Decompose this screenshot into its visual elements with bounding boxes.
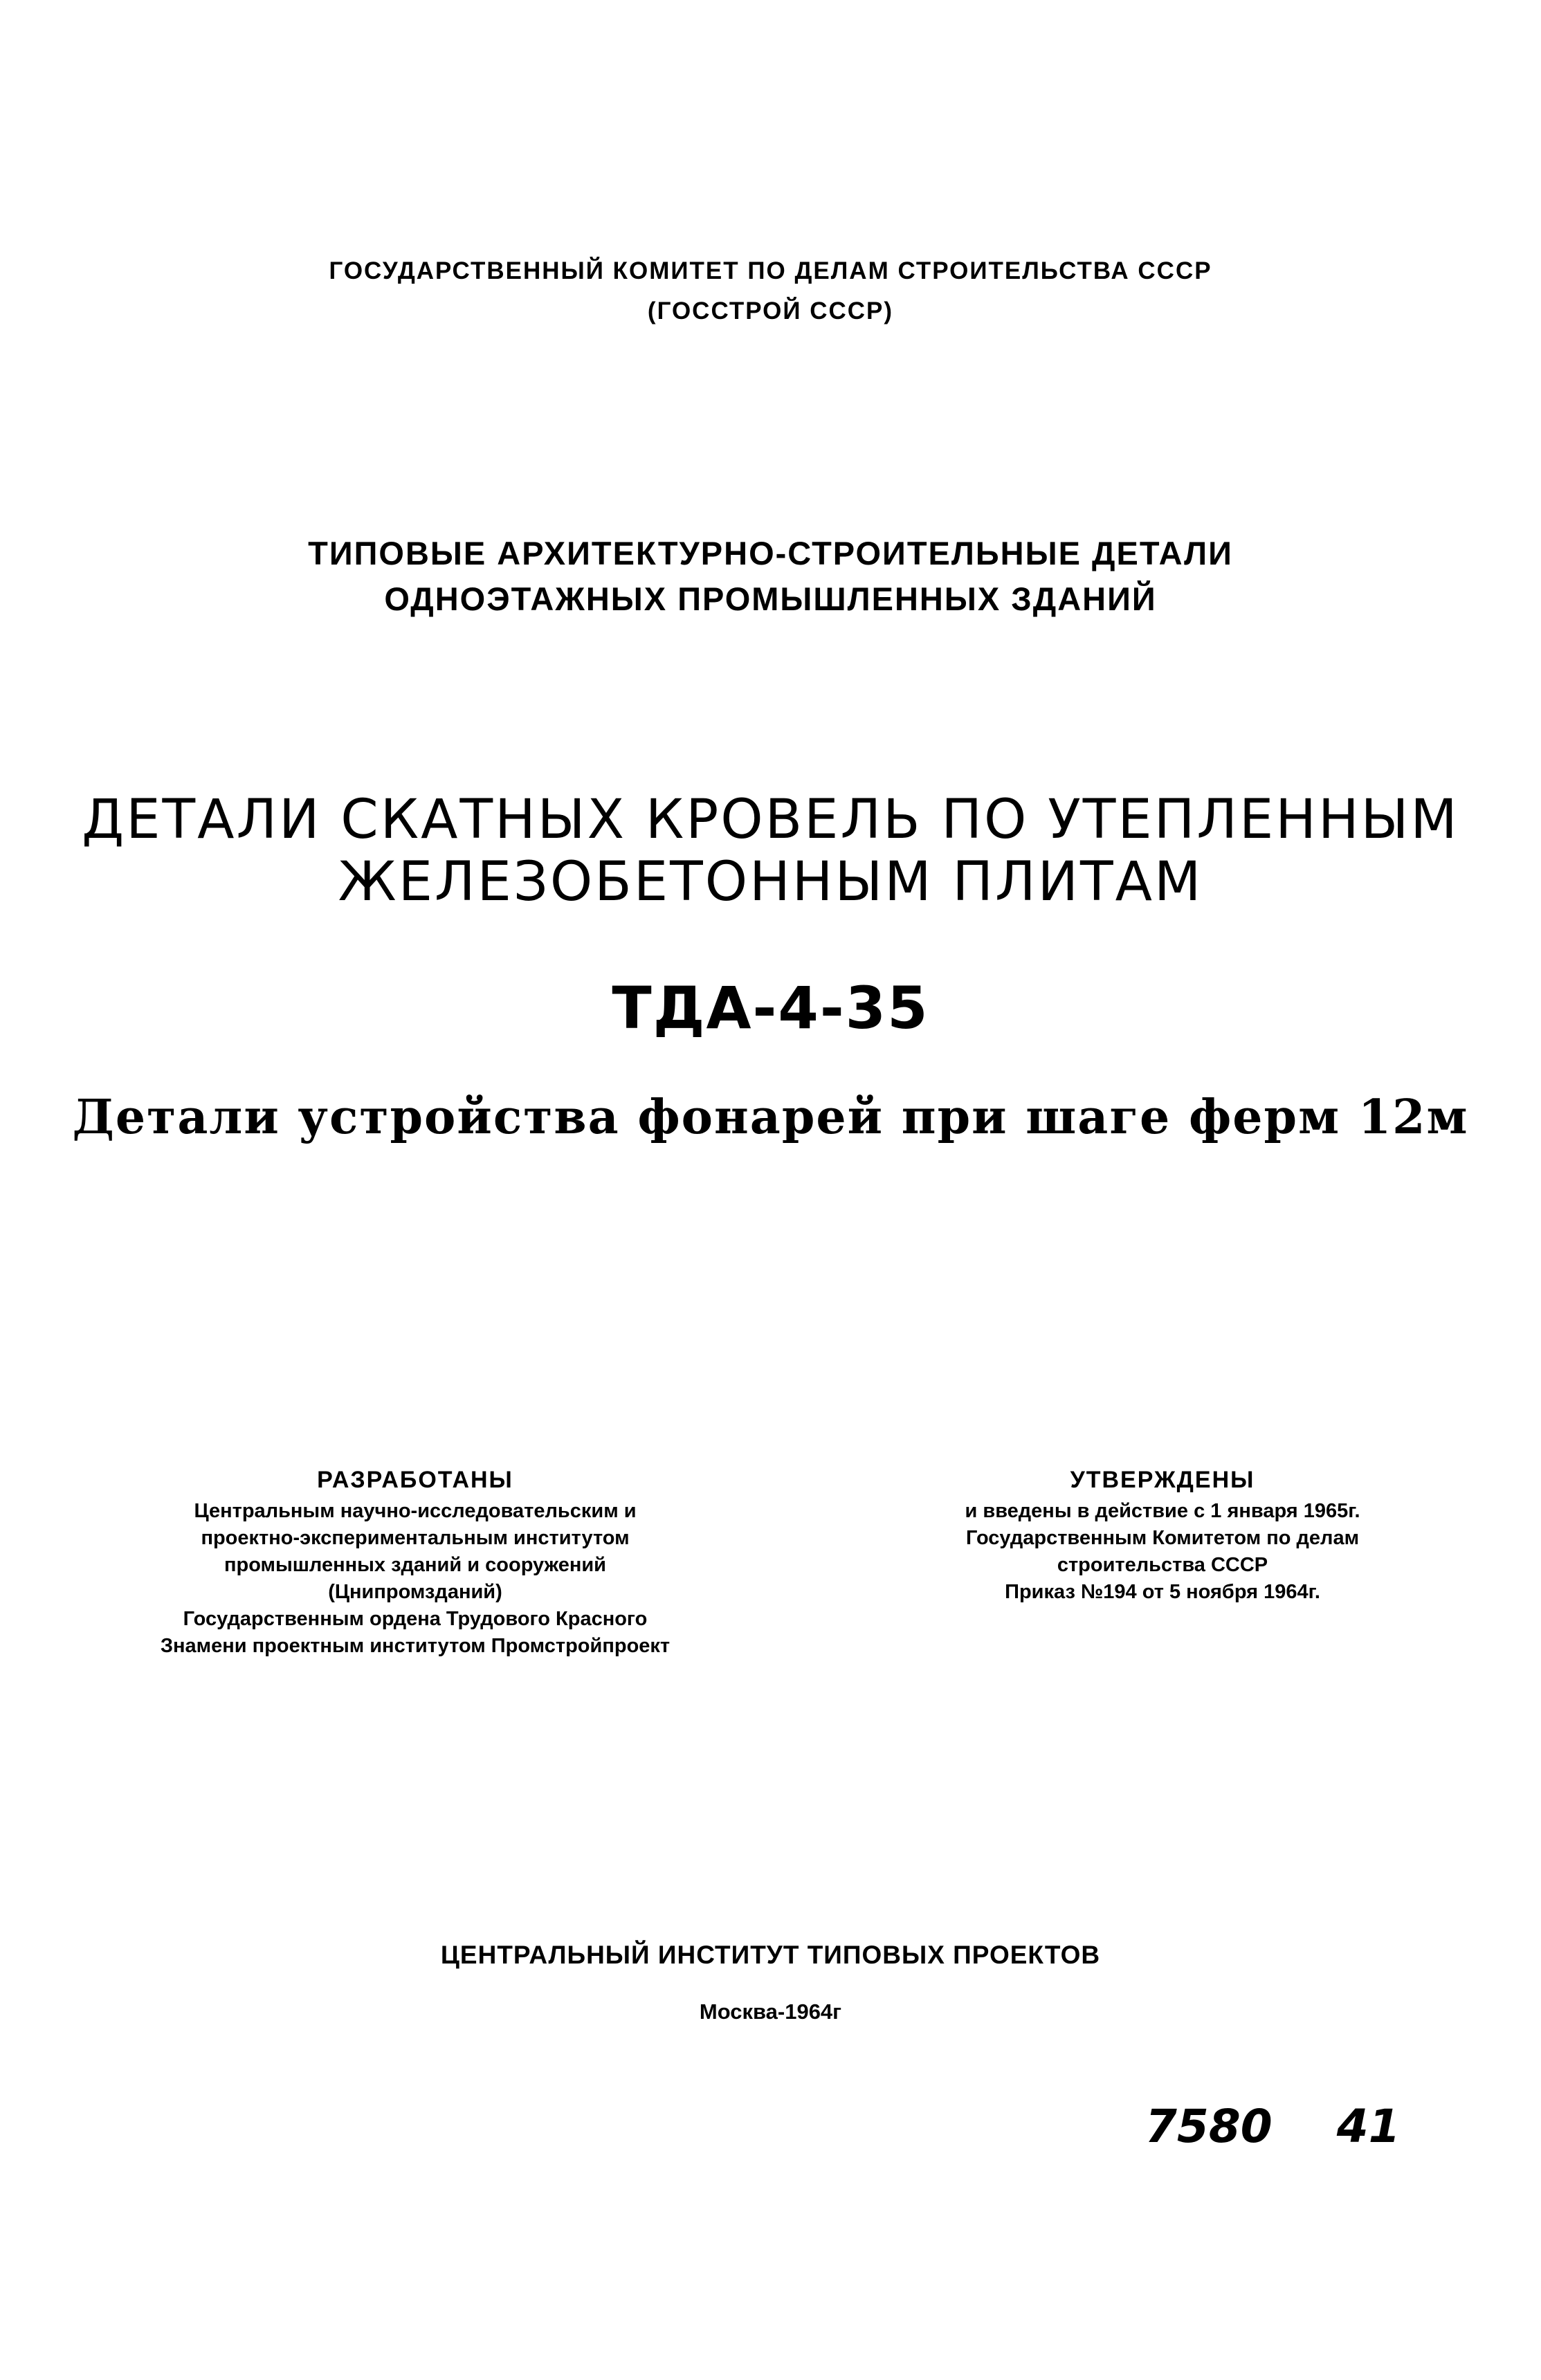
approved-line: и введены в действие с 1 января 1965г.: [965, 1500, 1360, 1522]
developed-by-block: [97, 1467, 733, 1660]
approved-line: Государственным Комитетом по делам: [965, 1527, 1360, 1549]
handwritten-inventory-numbers: [1145, 2100, 1401, 2153]
handwritten-number-1: 7580: [1145, 2100, 1273, 2153]
publisher-name: ЦЕНТРАЛЬНЫЙ ИНСТИТУТ ТИПОВЫХ ПРОЕКТОВ: [440, 1941, 1101, 1969]
developed-by-line: промышленных зданий и сооружений: [224, 1554, 607, 1576]
developed-by-heading: РАЗРАБОТАНЫ: [317, 1467, 513, 1493]
developed-by-line: Знамени проектным институтом Промстройпроект: [160, 1635, 671, 1657]
committee-abbreviation: (ГОССТРОЙ СССР): [647, 298, 894, 324]
developed-by-line: (Цнипромзданий): [328, 1581, 502, 1603]
approved-block: [900, 1467, 1425, 1606]
committee-name: ГОСУДАРСТВЕННЫЙ КОМИТЕТ ПО ДЕЛАМ СТРОИТЕЛЬСТВА СССР: [329, 257, 1212, 284]
approved-line: Приказ №194 от 5 ноября 1964г.: [1005, 1581, 1320, 1603]
publisher-place-year: Москва-1964г: [699, 1999, 842, 2024]
approved-heading: УТВЕРЖДЕНЫ: [1070, 1467, 1255, 1493]
document-subtitle: Детали устройства фонарей при шаге ферм 12м: [72, 1090, 1469, 1145]
developed-by-line: Государственным ордена Трудового Красного: [183, 1608, 648, 1630]
series-title-line-1: ТИПОВЫЕ АРХИТЕКТУРНО-СТРОИТЕЛЬНЫЕ ДЕТАЛИ: [308, 535, 1233, 571]
handwritten-number-2: 41: [1336, 2100, 1401, 2153]
developed-by-line: Центральным научно-исследовательским и: [194, 1500, 637, 1522]
series-title-line-2: ОДНОЭТАЖНЫХ ПРОМЫШЛЕННЫХ ЗДАНИЙ: [384, 580, 1157, 617]
approved-line: строительства СССР: [1057, 1554, 1268, 1576]
document-code: ТДА-4-35: [612, 974, 929, 1042]
developed-by-line: проектно-экспериментальным институтом: [201, 1527, 630, 1549]
main-title-line-2: ЖЕЛЕЗОБЕТОННЫМ ПЛИТАМ: [338, 851, 1203, 913]
main-title-line-1: ДЕТАЛИ СКАТНЫХ КРОВЕЛЬ ПО УТЕПЛЕННЫМ: [82, 789, 1459, 851]
